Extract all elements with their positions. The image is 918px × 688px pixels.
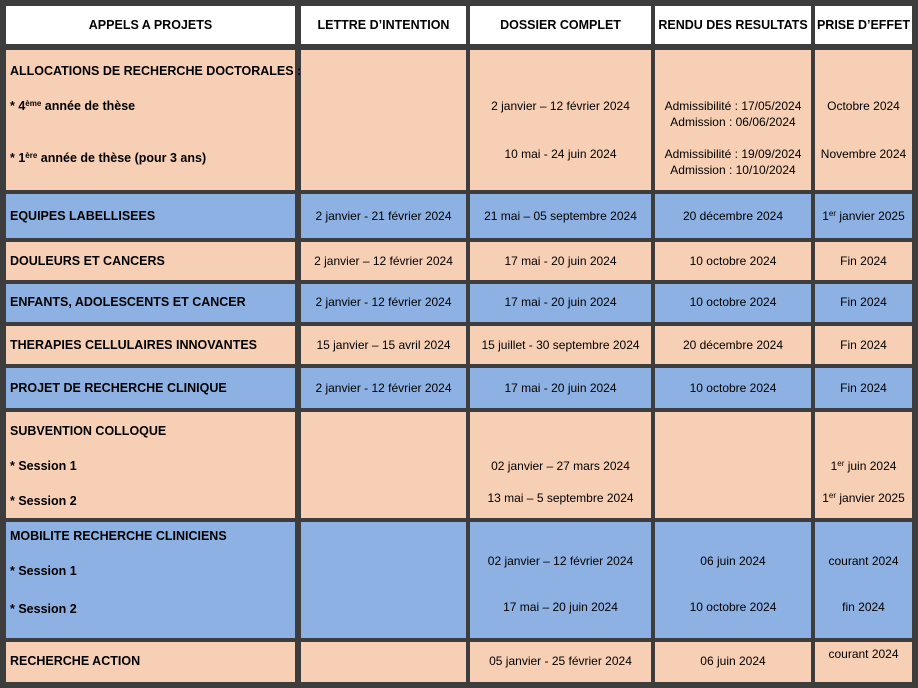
therapies-title: THERAPIES CELLULAIRES INNOVANTES xyxy=(10,338,258,352)
doctoral-lettre xyxy=(301,50,466,190)
mobilite-session2: * Session 2 xyxy=(10,602,77,616)
header-prise: PRISE D’EFFET xyxy=(815,6,912,44)
projet-lettre: 2 janvier - 12 février 2024 xyxy=(301,368,466,408)
action-prise: courant 2024 xyxy=(815,642,912,682)
header-appels: APPELS A PROJETS xyxy=(6,6,295,44)
projet-prise: Fin 2024 xyxy=(815,368,912,408)
header-rendu: RENDU DES RESULTATS xyxy=(655,6,811,44)
douleurs-lettre: 2 janvier – 12 février 2024 xyxy=(301,242,466,280)
equipes-prise: 1er janvier 2025 xyxy=(815,194,912,238)
action-dossier: 05 janvier - 25 février 2024 xyxy=(470,642,651,682)
mobilite-prise: courant 2024 fin 2024 xyxy=(815,522,912,638)
projet-dossier: 17 mai - 20 juin 2024 xyxy=(470,368,651,408)
row-colloque-name xyxy=(6,412,295,518)
action-rendu: 06 juin 2024 xyxy=(655,642,811,682)
therapies-dossier: 15 juillet - 30 septembre 2024 xyxy=(470,326,651,364)
mobilite-session1: * Session 1 xyxy=(10,564,77,578)
doctoral-1ere-label: * 1ère année de thèse (pour 3 ans) xyxy=(10,151,207,165)
doctoral-4eme-admissibilite: Admissibilité : 17/05/2024 xyxy=(664,99,802,113)
doctoral-prise xyxy=(815,50,912,190)
doctoral-4eme-label: * 4ème année de thèse xyxy=(10,99,136,113)
row-therapies-name xyxy=(6,326,295,364)
mobilite-title: MOBILITE RECHERCHE CLINICIENS xyxy=(10,529,227,543)
colloque-lettre xyxy=(301,412,466,518)
equipes-rendu: 20 décembre 2024 xyxy=(655,194,811,238)
colloque-title: SUBVENTION COLLOQUE xyxy=(10,424,167,438)
enfants-lettre: 2 janvier - 12 février 2024 xyxy=(301,284,466,322)
equipes-title: EQUIPES LABELLISEES xyxy=(10,209,156,223)
projet-rendu: 10 octobre 2024 xyxy=(655,368,811,408)
doctoral-1ere-admissibilite: Admissibilité : 19/09/2024 xyxy=(664,147,802,161)
douleurs-dossier: 17 mai - 20 juin 2024 xyxy=(470,242,651,280)
colloque-session1: * Session 1 xyxy=(10,459,77,473)
enfants-prise: Fin 2024 xyxy=(815,284,912,322)
equipes-lettre: 2 janvier - 21 février 2024 xyxy=(301,194,466,238)
colloque-rendu xyxy=(655,412,811,518)
row-douleurs-name xyxy=(6,242,295,280)
enfants-title: ENFANTS, ADOLESCENTS ET CANCER xyxy=(10,295,246,309)
header-lettre: LETTRE D’INTENTION xyxy=(301,6,466,44)
doctoral-rendu xyxy=(655,50,811,190)
header-dossier: DOSSIER COMPLET xyxy=(470,6,651,44)
mobilite-dossier: 02 janvier – 12 février 2024 17 mai – 20 juin 2024 xyxy=(470,522,651,638)
colloque-session2: * Session 2 xyxy=(10,494,77,508)
row-equipes-name xyxy=(6,194,295,238)
enfants-rendu: 10 octobre 2024 xyxy=(655,284,811,322)
doctoral-4eme-dossier: 2 janvier – 12 février 2024 xyxy=(491,99,630,113)
row-enfants-name xyxy=(6,284,295,322)
doctoral-1ere-admission: Admission : 10/10/2024 xyxy=(670,163,796,177)
douleurs-title: DOULEURS ET CANCERS xyxy=(10,254,165,268)
colloque-prise: 1er juin 2024 1er janvier 2025 xyxy=(815,412,912,518)
doctoral-1ere-prise: Novembre 2024 xyxy=(820,147,907,161)
douleurs-rendu: 10 octobre 2024 xyxy=(655,242,811,280)
equipes-dossier: 21 mai – 05 septembre 2024 xyxy=(470,194,651,238)
doctoral-dossier xyxy=(470,50,651,190)
mobilite-rendu: 06 juin 2024 10 octobre 2024 xyxy=(655,522,811,638)
mobilite-lettre xyxy=(301,522,466,638)
therapies-rendu: 20 décembre 2024 xyxy=(655,326,811,364)
therapies-lettre: 15 janvier – 15 avril 2024 xyxy=(301,326,466,364)
doctoral-4eme-admission: Admission : 06/06/2024 xyxy=(670,115,796,129)
doctoral-4eme-prise: Octobre 2024 xyxy=(827,99,900,113)
enfants-dossier: 17 mai - 20 juin 2024 xyxy=(470,284,651,322)
projet-title: PROJET DE RECHERCHE CLINIQUE xyxy=(10,381,227,395)
row-doctoral-name xyxy=(6,50,302,190)
colloque-dossier: 02 janvier – 27 mars 2024 13 mai – 5 septembre 2024 xyxy=(470,412,651,518)
row-projet-name xyxy=(6,368,295,408)
doctoral-title: ALLOCATIONS DE RECHERCHE DOCTORALES : xyxy=(10,64,302,78)
therapies-prise: Fin 2024 xyxy=(815,326,912,364)
doctoral-1ere-dossier: 10 mai - 24 juin 2024 xyxy=(504,147,617,161)
row-mobilite-name xyxy=(6,522,295,638)
row-action-name xyxy=(6,642,295,682)
douleurs-prise: Fin 2024 xyxy=(815,242,912,280)
action-title: RECHERCHE ACTION xyxy=(10,654,141,668)
action-lettre xyxy=(301,642,466,682)
